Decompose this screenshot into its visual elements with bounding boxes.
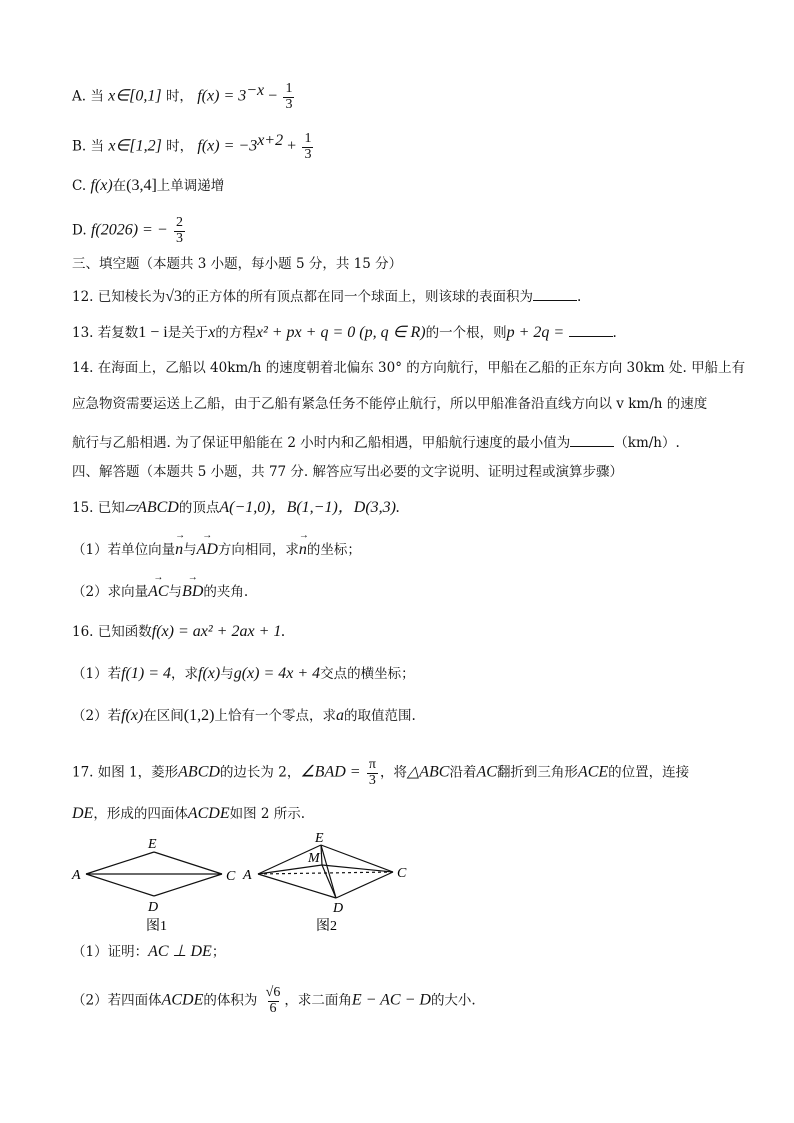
q17-de: DE xyxy=(72,805,94,822)
option-c xyxy=(72,178,224,194)
q12-end: . xyxy=(577,289,582,305)
option-b-fraction xyxy=(302,132,313,162)
option-b-condition: x∈[1,2] xyxy=(108,137,162,155)
frac-num: 2 xyxy=(175,215,183,230)
option-a-fraction xyxy=(283,82,294,112)
fig1-label-a: A xyxy=(72,868,81,883)
option-b-label: B. 当 xyxy=(72,138,105,155)
question-14-line-1: 14. 在海面上，乙船以 40km/h 的速度朝着北偏东 30° 的方向航行，甲船在乙船的正东方向 30km 处. 甲船上有 xyxy=(72,360,746,376)
vector-n: → n xyxy=(299,542,307,558)
fig2-edge-ed xyxy=(321,845,336,898)
q13-var: x xyxy=(208,324,216,341)
option-b-mid: 时， xyxy=(166,138,194,155)
q17-p1-end: ； xyxy=(211,944,226,960)
q17-stem-b: 的边长为 2， xyxy=(219,764,301,781)
q16-p2-c: 上恰有一个零点，求 xyxy=(214,708,336,724)
q13-text-d: 的一个根，则 xyxy=(425,325,507,341)
option-d-func: f(2026) = − xyxy=(90,221,168,239)
q17-acde: ACDE xyxy=(187,805,230,822)
option-d-fraction xyxy=(174,216,185,246)
question-16-part-2 xyxy=(72,708,416,724)
q17-line2-a: ，形成的四面体 xyxy=(93,806,188,822)
vector-ac: → AC xyxy=(148,584,168,600)
q16-p1-b: ，求 xyxy=(171,666,198,682)
q17-p2-b: 的体积为 xyxy=(203,992,258,1009)
fig1-edge-da xyxy=(86,874,154,896)
q16-p2-interval: (1,2) xyxy=(183,707,215,724)
q13-complex: 1 − i xyxy=(138,324,168,341)
q16-p1-cond: f(1) = 4 xyxy=(121,665,171,682)
question-15-part-2 xyxy=(72,584,248,600)
q16-p2-f: f(x) xyxy=(121,707,144,724)
q13-end: . xyxy=(612,325,617,341)
q17-angle: ∠BAD = xyxy=(300,763,361,781)
frac-num: π xyxy=(368,757,376,772)
option-a-func: f(x) = 3 xyxy=(197,87,247,105)
option-a-exponent: −x xyxy=(246,82,265,100)
q15-p1-b: 与 xyxy=(183,542,197,558)
section-3-title: 三、填空题（本题共 3 小题，每小题 5 分，共 15 分） xyxy=(72,256,403,272)
q12-text-b: 的正方体的所有顶点都在同一个球面上，则该球的表面积为 xyxy=(182,289,534,305)
question-17-stem xyxy=(72,758,689,788)
question-15-stem xyxy=(72,500,400,516)
q17-ace: ACE xyxy=(577,763,609,781)
question-13 xyxy=(72,324,617,341)
option-a xyxy=(72,82,296,112)
q15-p2-a: （2）求向量 xyxy=(72,584,149,600)
q14-line3-a: 航行与乙船相遇. 为了保证甲船能在 2 小时内和乙船相遇，甲船航行速度的最小值为 xyxy=(72,435,571,451)
fig2-edge-ad xyxy=(258,874,336,898)
q16-p1-g: g(x) = 4x + 4 xyxy=(233,665,321,682)
question-17-part-2 xyxy=(72,986,476,1016)
q17-line2-b: 如图 2 所示. xyxy=(229,806,306,822)
q17-stem-e: 翻折到三角形 xyxy=(496,764,578,781)
fig2-edge-dc xyxy=(336,872,393,898)
frac-den: 3 xyxy=(175,230,183,246)
question-17-part-1 xyxy=(72,944,225,960)
option-c-func: f(x) xyxy=(90,177,113,194)
q16-p2-var: a xyxy=(335,707,344,724)
question-14-line-2: 应急物资需要运送上乙船，由于乙船有紧急任务不能停止航行，所以甲船准备沿直线方向以 v km/h 的速度 xyxy=(72,396,708,412)
q12-radical: √3 xyxy=(165,288,183,305)
q16-p1-a: （1）若 xyxy=(72,666,122,682)
q15-p1-a: （1）若单位向量 xyxy=(72,542,176,558)
q16-p2-d: 的取值范围. xyxy=(343,708,416,724)
q17-stem-d: 沿着 xyxy=(449,764,477,781)
option-c-label: C. xyxy=(72,178,87,194)
q12-answer-blank[interactable] xyxy=(533,288,577,301)
q16-p2-a: （2）若 xyxy=(72,708,122,724)
question-15-part-1 xyxy=(72,542,361,558)
q16-p1-d: 交点的横坐标； xyxy=(320,666,415,682)
q13-equation: x² + px + q = 0 (p, q ∈ R) xyxy=(255,324,426,341)
frac-den: 3 xyxy=(368,772,376,788)
q15-stem-a: 15. 已知 xyxy=(72,500,125,516)
q15-p2-c: 的夹角. xyxy=(203,584,249,600)
question-14-line-3 xyxy=(72,434,680,451)
q15-parallelogram: ▱ABCD xyxy=(124,499,179,516)
q16-p1-c: 与 xyxy=(220,666,234,682)
question-17-line-2 xyxy=(72,806,305,822)
option-a-mid: 时， xyxy=(165,88,193,105)
q15-points: A(−1,0)，B(1,−1)，D(3,3). xyxy=(219,499,401,516)
question-16-part-1 xyxy=(72,666,415,682)
fig1-label-c: C xyxy=(226,869,236,884)
q15-p1-c: 方向相同，求 xyxy=(217,542,299,558)
fig1-label-d: D xyxy=(148,900,159,915)
q17-pi-over-3 xyxy=(367,758,378,788)
option-b-func: f(x) = −3 xyxy=(197,137,258,155)
q14-answer-blank[interactable] xyxy=(570,434,614,447)
q17-figures xyxy=(0,832,794,942)
q13-text-a: 13. 若复数 xyxy=(72,325,139,341)
question-12 xyxy=(72,288,581,305)
option-a-condition: x∈[0,1] xyxy=(108,87,162,105)
option-b xyxy=(72,132,315,162)
option-c-interval: (3,4] xyxy=(126,177,157,194)
vector-n: → n xyxy=(175,542,183,558)
q16-p1-f: f(x) xyxy=(198,665,221,682)
fig2-label-a: A xyxy=(243,868,252,883)
option-b-tail: + xyxy=(283,137,297,155)
q13-text-b: 是关于 xyxy=(167,325,209,341)
q17-ac: AC xyxy=(476,763,497,781)
q15-stem-b: 的顶点 xyxy=(178,500,220,516)
frac-num: 1 xyxy=(285,81,293,96)
q17-abcd: ABCD xyxy=(178,763,220,781)
fig2-label-m: M xyxy=(308,851,320,866)
option-c-tail: 上单调递增 xyxy=(156,178,225,194)
option-c-mid: 在 xyxy=(112,178,127,194)
question-16-stem xyxy=(72,624,285,640)
fig2-label-c: C xyxy=(397,866,407,881)
frac-den: 3 xyxy=(304,146,312,162)
q17-triangle: △ABC xyxy=(406,763,450,781)
fig2-edge-md xyxy=(322,865,336,898)
vector-ad: → AD xyxy=(197,542,218,558)
figure-1 xyxy=(86,852,222,896)
q17-p2-c: ，求二面角 xyxy=(284,992,352,1009)
q17-p1-expr: AC ⊥ DE xyxy=(148,943,212,960)
figure-2 xyxy=(258,845,393,898)
q14-line3-b: （km/h）. xyxy=(614,435,680,451)
option-d-label: D. xyxy=(72,222,87,239)
q17-stem-f: 的位置，连接 xyxy=(608,764,690,781)
q17-p2-acde: ACDE xyxy=(161,991,204,1009)
fig2-caption: 图2 xyxy=(316,919,337,934)
frac-num: 1 xyxy=(304,131,312,146)
vector-bd: → BD xyxy=(182,584,203,600)
option-a-tail: − xyxy=(264,87,278,105)
q17-stem-a: 17. 如图 1，菱形 xyxy=(72,764,179,781)
q17-volume-fraction xyxy=(264,986,283,1016)
q16-p2-b: 在区间 xyxy=(143,708,184,724)
q15-p2-b: 与 xyxy=(168,584,183,600)
frac-den: 3 xyxy=(285,96,293,112)
fig1-label-e: E xyxy=(148,837,157,852)
q13-answer-blank[interactable] xyxy=(569,324,613,337)
fig1-caption: 图1 xyxy=(146,919,167,934)
fig1-edge-ae xyxy=(86,852,154,874)
option-a-label: A. 当 xyxy=(72,88,104,105)
q13-expression: p + 2q = xyxy=(506,324,565,341)
q16-function: f(x) = ax² + 2ax + 1. xyxy=(151,623,286,640)
option-b-exponent: x+2 xyxy=(257,132,284,150)
frac-num: √6 xyxy=(265,985,281,1000)
frac-den: 6 xyxy=(269,1000,277,1016)
option-d xyxy=(72,216,187,246)
q17-p1-a: （1）证明： xyxy=(72,944,149,960)
q17-p2-a: （2）若四面体 xyxy=(72,992,162,1009)
fig2-label-d: D xyxy=(333,901,344,916)
q13-text-c: 的方程 xyxy=(215,325,256,341)
fig1-edge-cd xyxy=(154,874,222,896)
q17-p2-angle: E − AC − D xyxy=(351,991,431,1009)
q16-stem-a: 16. 已知函数 xyxy=(72,624,152,640)
fig1-edge-ec xyxy=(154,852,222,874)
q17-stem-c: ，将 xyxy=(379,764,407,781)
q12-text-a: 12. 已知棱长为 xyxy=(72,289,166,305)
q15-p1-d: 的坐标； xyxy=(306,542,361,558)
fig2-label-e: E xyxy=(315,832,324,846)
section-4-title: 四、解答题（本题共 5 小题，共 77 分. 解答应写出必要的文字说明、证明过程或演算步骤） xyxy=(72,464,624,480)
q17-p2-d: 的大小. xyxy=(430,992,476,1009)
